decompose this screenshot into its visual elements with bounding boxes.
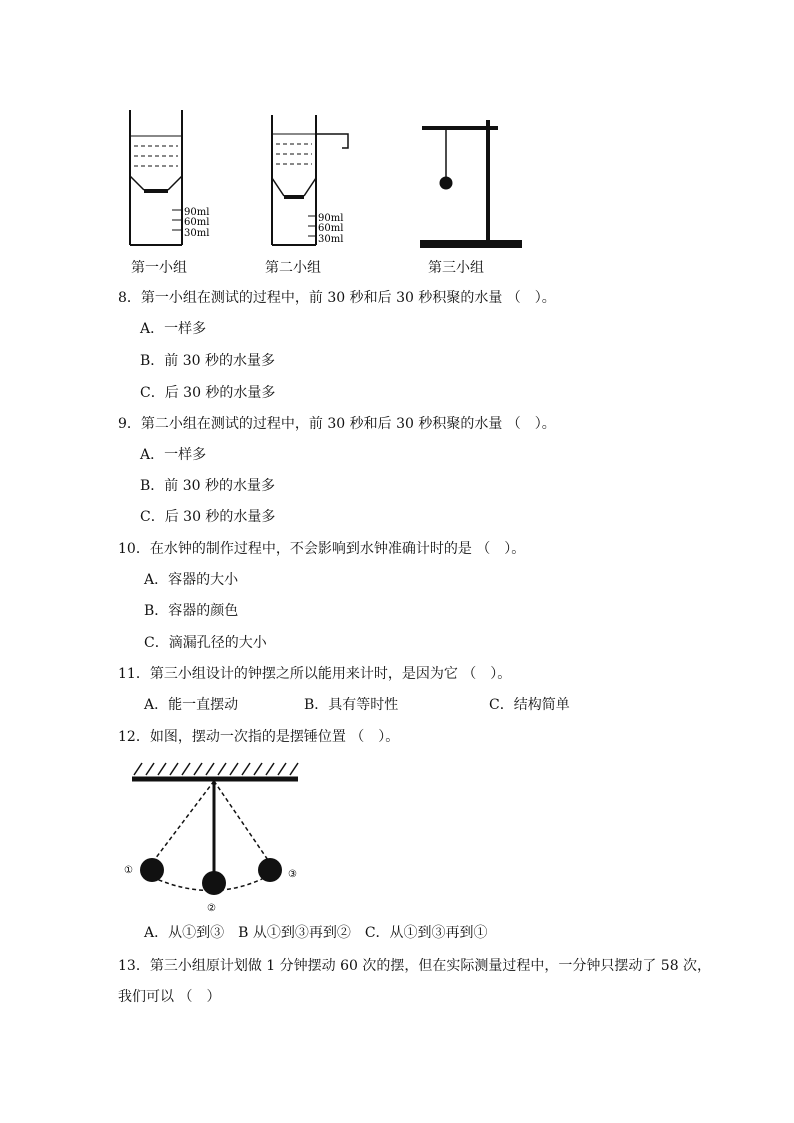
q9-option-a: A．一样多 [140,447,207,463]
question-13-line-2: 我们可以 （ ） [118,989,221,1005]
q12-options: A．从①到③ B 从①到③再到② C．从①到③再到① [144,925,488,941]
group1-water-clock [130,110,182,245]
q11-option-c: C．结构简单 [489,697,570,713]
question-13-line-1: 13．第三小组原计划做 1 分钟摆动 60 次的摆，但在实际测量过程中，一分钟只摆动了 58 次， [118,958,712,974]
question-11: 11．第三小组设计的钟摆之所以能用来计时，是因为它 （ ）。 [118,666,512,682]
q11-option-a: A．能一直摆动 [144,697,239,713]
pendulum-ceiling [132,763,298,779]
question-8: 8．第一小组在测试的过程中，前 30 秒和后 30 秒积聚的水量 （ ）。 [118,290,556,306]
group2-caption: 第二小组 [265,260,321,276]
position-1-label: ① [124,865,133,876]
question-12: 12．如图，摆动一次指的是摆锤位置 （ ）。 [118,729,400,745]
pendulum-bobs [140,858,282,895]
water-clock-figures [110,100,550,260]
q11-option-b: B．具有等时性 [304,697,399,713]
group2-scale-30: 30ml [318,234,344,245]
question-10: 10．在水钟的制作过程中，不会影响到水钟准确计时的是 （ ）。 [118,541,526,557]
group2-scale-90: 90ml [318,213,344,224]
group3-pendulum-stand [420,120,522,248]
question-9: 9．第二小组在测试的过程中，前 30 秒和后 30 秒积聚的水量 （ ）。 [118,416,556,432]
q8-option-c: C．后 30 秒的水量多 [140,385,276,401]
q8-option-b: B．前 30 秒的水量多 [140,353,276,369]
pendulum-swing-figure [120,755,320,915]
position-2-label: ② [207,903,216,914]
q10-option-b: B．容器的颜色 [144,603,239,619]
q9-option-c: C．后 30 秒的水量多 [140,509,276,525]
group1-scale-90: 90ml [184,207,210,218]
q10-option-a: A．容器的大小 [144,572,239,588]
group3-caption: 第三小组 [428,260,484,276]
group1-scale-60: 60ml [184,217,210,228]
position-3-label: ③ [288,869,297,880]
group1-scale-30: 30ml [184,228,210,239]
group2-scale-60: 60ml [318,223,344,234]
q9-option-b: B．前 30 秒的水量多 [140,478,276,494]
q10-option-c: C．滴漏孔径的大小 [144,635,267,651]
q8-option-a: A．一样多 [140,321,207,337]
group1-caption: 第一小组 [131,260,187,276]
